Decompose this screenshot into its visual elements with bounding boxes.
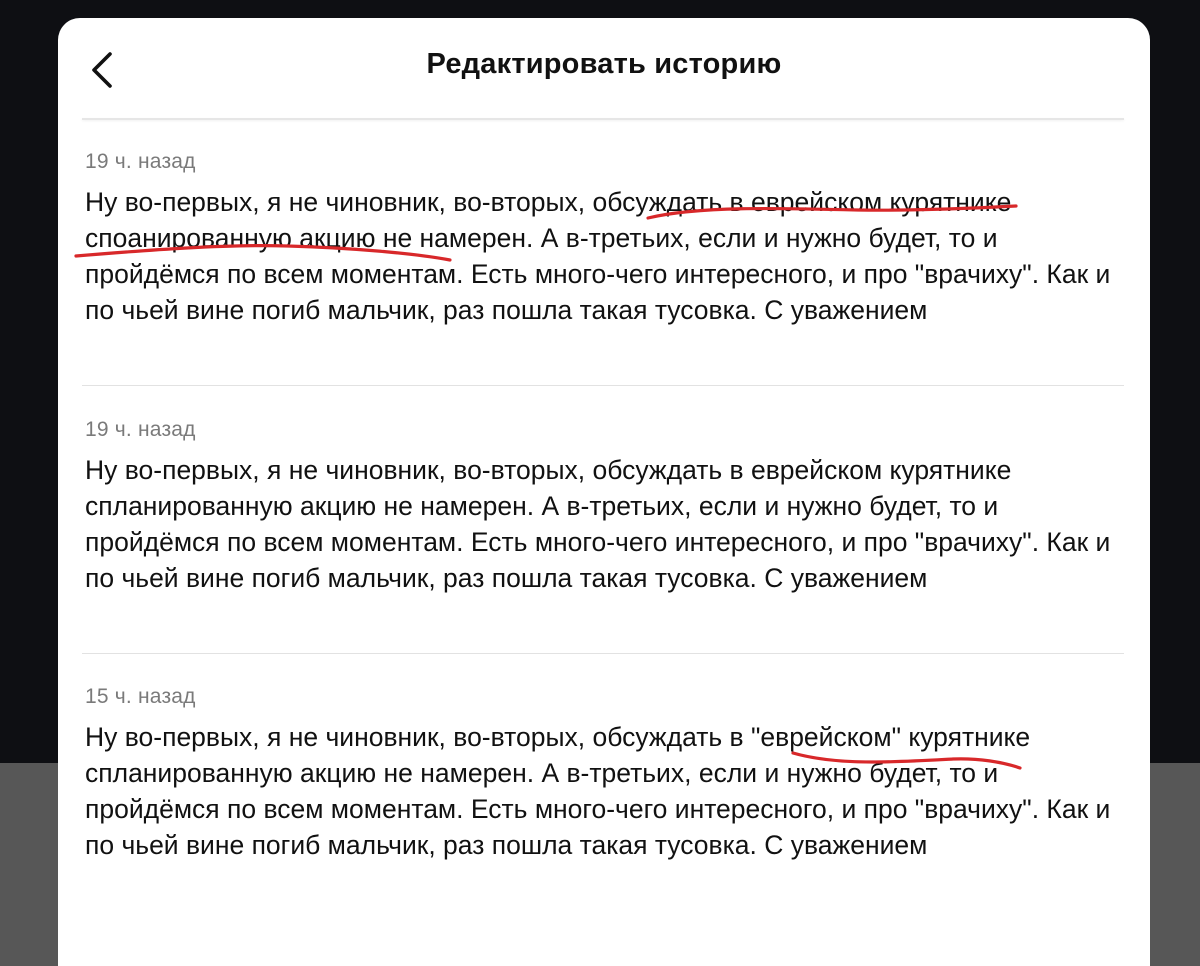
header-divider bbox=[82, 118, 1124, 120]
entry-timestamp: 19 ч. назад bbox=[85, 150, 196, 173]
entry-divider bbox=[82, 385, 1124, 386]
entry-timestamp: 19 ч. назад bbox=[85, 418, 196, 441]
entry-divider bbox=[82, 653, 1124, 654]
entry-text: Ну во-первых, я не чиновник, во-вторых, обсуждать в еврейском курятнике спланированную акцию не намерен. А в-третьих, если и нужно будет, то и пройдёмся по всем моментам. Есть много-чего интересного, и про "врачиху". Как и по чьей вине погиб мальчик, раз пошла такая тусовка. С уважением bbox=[85, 455, 1111, 593]
edit-history-sheet bbox=[58, 18, 1150, 966]
sheet-header bbox=[58, 18, 1150, 119]
entry-text: Ну во-первых, я не чиновник, во-вторых, обсуждать в еврейском курятнике споанированную акцию не намерен. А в-третьих, если и нужно будет, то и пройдёмся по всем моментам. Есть много-чего интересного, и про "врачиху". Как и по чьей вине погиб мальчик, раз пошла такая тусовка. С уважением bbox=[85, 187, 1111, 325]
entry-text: Ну во-первых, я не чиновник, во-вторых, обсуждать в "еврейском" курятнике спланированную акцию не намерен. А в-третьих, если и нужно будет, то и пройдёмся по всем моментам. Есть много-чего интересного, и про "врачиху". Как и по чьей вине погиб мальчик, раз пошла такая тусовка. С уважением bbox=[85, 722, 1111, 860]
entry-timestamp: 15 ч. назад bbox=[85, 685, 196, 708]
page-title: Редактировать историю bbox=[426, 48, 782, 80]
